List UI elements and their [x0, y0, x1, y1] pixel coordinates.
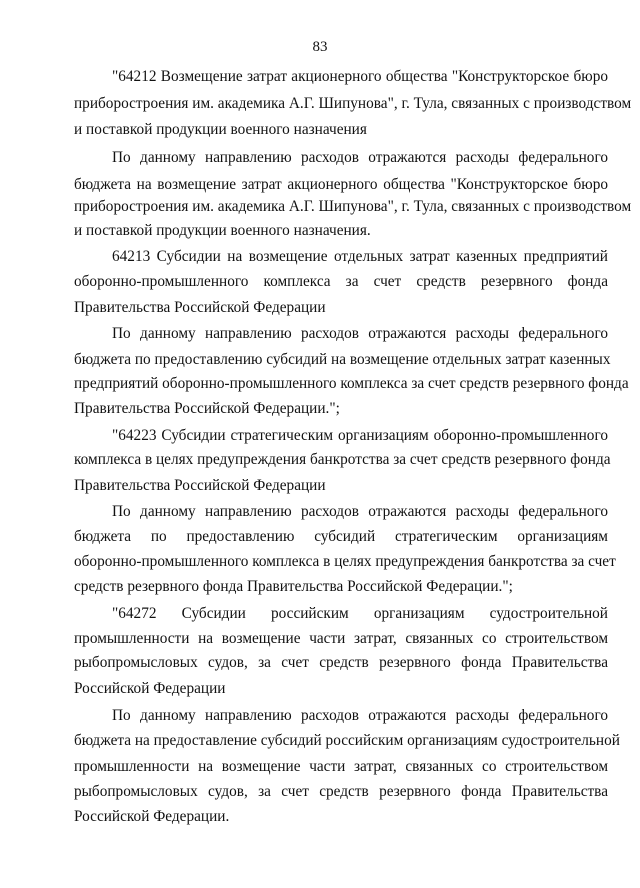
text-line: 64213 Субсидии на возмещение отдельных затрат казенных предприятий [112, 248, 608, 265]
text-line: Правительства Российской Федерации [74, 477, 326, 494]
text-line: "64272 Субсидии российским организациям судостроительной [112, 605, 608, 622]
text-line: рыбопромысловых судов, за счет средств резервного фонда Правительства [74, 783, 608, 800]
text-line: Российской Федерации [74, 680, 226, 697]
text-line: комплекса в целях предупреждения банкротства за счет средств резервного фонда [74, 451, 611, 468]
text-line: бюджета на возмещение затрат акционерного общества "Конструкторское бюро [74, 176, 608, 193]
text-line: бюджета по предоставлению субсидий стратегическим организациям [74, 528, 608, 545]
text-line: Правительства Российской Федерации."; [74, 400, 340, 417]
text-line: оборонно-промышленного комплекса за счет средств резервного фонда [74, 273, 608, 290]
text-line: промышленности на возмещение части затрат, связанных со строительством [74, 630, 608, 647]
text-line: бюджета на предоставление субсидий российским организациям судостроительной [74, 732, 620, 749]
text-line: По данному направлению расходов отражаются расходы федерального [112, 325, 608, 342]
text-line: предприятий оборонно-промышленного комплекса за счет средств резервного фонда [74, 375, 629, 392]
text-line: По данному направлению расходов отражаются расходы федерального [112, 707, 608, 724]
text-line: промышленности на возмещение части затрат, связанных со строительством [74, 758, 608, 775]
text-line: "64223 Субсидии стратегическим организациям оборонно-промышленного [112, 427, 608, 444]
text-line: По данному направлению расходов отражаются расходы федерального [112, 149, 608, 166]
text-line: и поставкой продукции военного назначения. [74, 222, 371, 239]
page-number: 83 [312, 39, 328, 55]
text-line: приборостроения им. академика А.Г. Шипунова", г. Тула, связанных с производством [74, 198, 632, 215]
text-line: средств резервного фонда Правительства Российской Федерации."; [74, 578, 513, 595]
text-line: Российской Федерации. [74, 808, 230, 825]
text-line: приборостроения им. академика А.Г. Шипунова", г. Тула, связанных с производством [74, 95, 632, 112]
text-line: По данному направлению расходов отражаются расходы федерального [112, 503, 608, 520]
text-line: "64212 Возмещение затрат акционерного общества "Конструкторское бюро [112, 68, 608, 85]
text-line: оборонно-промышленного комплекса в целях предупреждения банкротства за счет [74, 553, 616, 570]
text-line: рыбопромысловых судов, за счет средств резервного фонда Правительства [74, 654, 608, 671]
text-line: и поставкой продукции военного назначения [74, 121, 367, 138]
text-line: бюджета по предоставлению субсидий на возмещение отдельных затрат казенных [74, 351, 611, 368]
text-line: Правительства Российской Федерации [74, 299, 326, 316]
